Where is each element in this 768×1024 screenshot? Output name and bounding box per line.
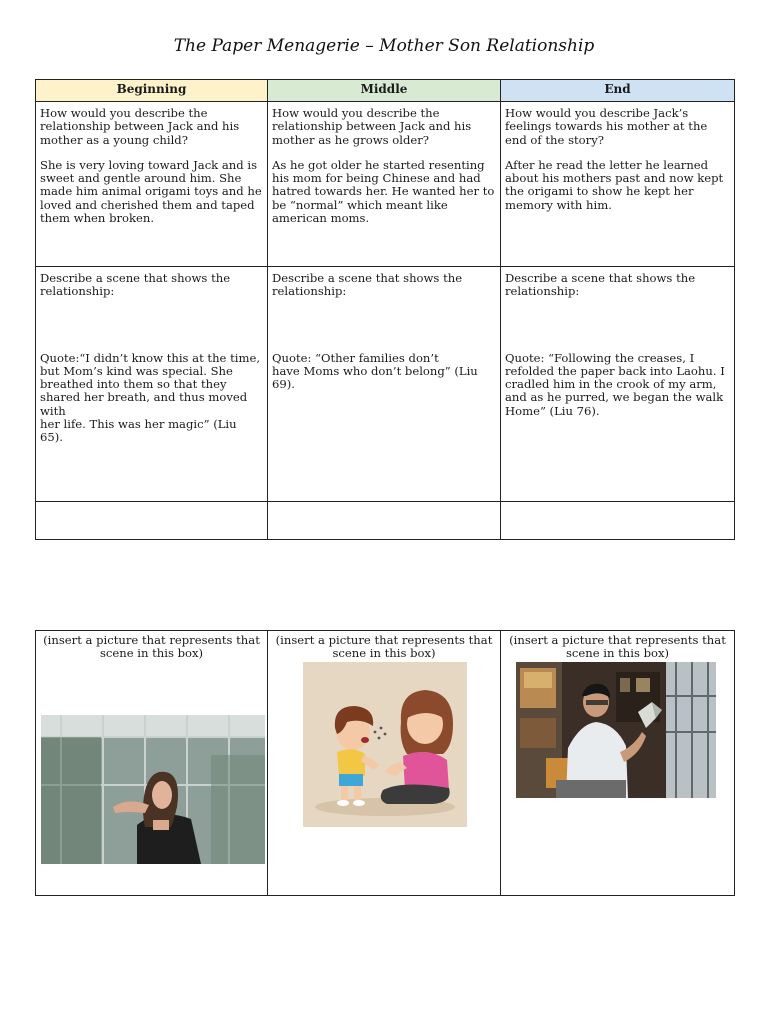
picture-cell-beginning[interactable] bbox=[36, 631, 268, 896]
picture-instruction: (insert a picture that represents that scene in this box) bbox=[43, 633, 260, 661]
pictures-row bbox=[36, 631, 735, 896]
cell-middle-scene[interactable] bbox=[268, 267, 501, 502]
relationship-row bbox=[36, 102, 735, 267]
scene-row bbox=[36, 267, 735, 502]
scene-prompt: Describe a scene that shows the relationship: bbox=[505, 271, 696, 299]
question-text: How would you describe the relationship between Jack and his mother as a young child? bbox=[40, 106, 240, 147]
question-text: How would you describe the relationship between Jack and his mother as he grows older? bbox=[272, 106, 472, 147]
cell-end-relationship[interactable] bbox=[501, 102, 735, 267]
cell-middle-relationship[interactable] bbox=[268, 102, 501, 267]
man-holding-paper-origami-photo bbox=[516, 662, 716, 798]
header-row bbox=[36, 80, 735, 102]
empty-cell-beginning[interactable] bbox=[36, 502, 268, 540]
picture-cell-end[interactable] bbox=[501, 631, 735, 896]
scene-prompt: Describe a scene that shows the relationship: bbox=[40, 271, 231, 299]
cell-end-scene[interactable] bbox=[501, 267, 735, 502]
cell-beginning-relationship[interactable] bbox=[36, 102, 268, 267]
empty-row bbox=[36, 502, 735, 540]
cell-beginning-scene[interactable] bbox=[36, 267, 268, 502]
picture-cell-middle[interactable] bbox=[268, 631, 501, 896]
picture-instruction: (insert a picture that represents that scene in this box) bbox=[275, 633, 493, 661]
empty-cell-end[interactable] bbox=[501, 502, 735, 540]
quote-text: Quote:“I didn’t know this at the time, but Mom’s kind was special. She breathed into them so that they shared her breath, and thus moved with her life. This was her magic” (Liu 65). bbox=[40, 350, 261, 445]
scene-prompt: Describe a scene that shows the relationship: bbox=[272, 271, 463, 299]
worksheet-table bbox=[35, 79, 735, 540]
question-text: How would you describe Jack’s feelings towards his mother at the end of the story? bbox=[505, 106, 708, 147]
column-header-end: End bbox=[501, 80, 735, 102]
answer-text: After he read the letter he learned about his mothers past and now kept the origami to show he kept her memory with him. bbox=[505, 157, 724, 212]
empty-cell-middle[interactable] bbox=[268, 502, 501, 540]
column-header-beginning: Beginning bbox=[36, 80, 268, 102]
column-header-middle: Middle bbox=[268, 80, 501, 102]
quote-text: Quote: “Other families don’t have Moms who don’t belong” (Liu 69). bbox=[272, 350, 478, 392]
quote-text: Quote: “Following the creases, I refolded the paper back into Laohu. I cradled him in the crook of my arm, and as he purred, we began the walk Home” (Liu 76). bbox=[505, 350, 725, 418]
boy-yelling-at-mother-illustration bbox=[303, 662, 467, 827]
picture-instruction: (insert a picture that represents that scene in this box) bbox=[509, 633, 726, 661]
pictures-table bbox=[35, 630, 735, 896]
answer-text: As he got older he started resenting his mom for being Chinese and had hatred towards her. He wanted her to be “normal” which meant like american moms. bbox=[272, 157, 495, 226]
page-title: The Paper Menagerie – Mother Son Relationship bbox=[173, 36, 595, 56]
answer-text: She is very loving toward Jack and is sweet and gentle around him. She made him animal origami toys and he loved and cherished them and taped them when broken. bbox=[40, 157, 262, 226]
woman-blowing-kiss-photo bbox=[41, 715, 265, 864]
